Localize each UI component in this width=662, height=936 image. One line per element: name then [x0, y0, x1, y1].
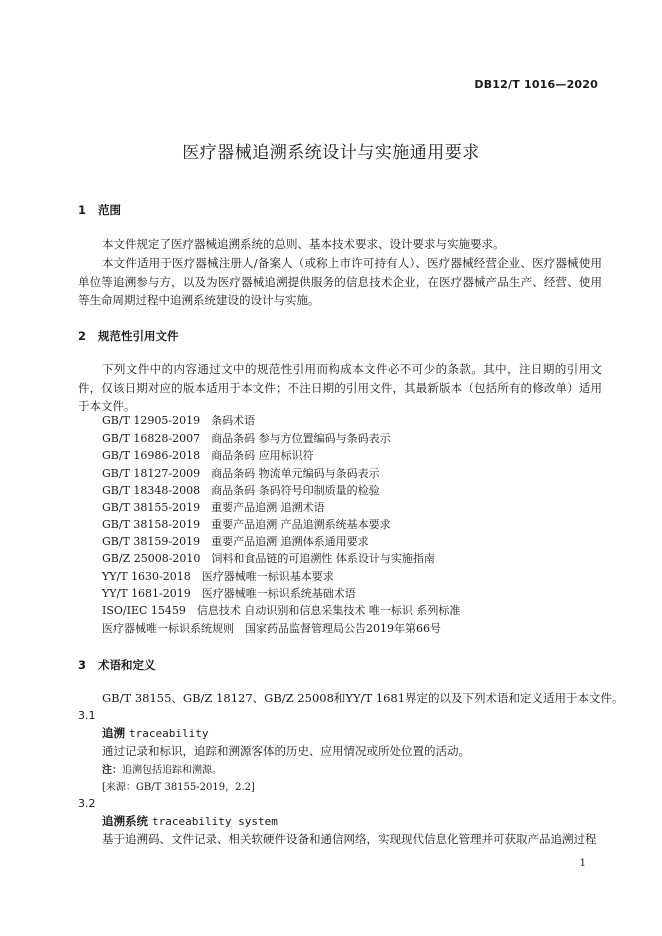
document-code: DB12/T 1016—2020 — [474, 78, 598, 91]
reference-item: GB/Z 25008-2010 饲料和食品链的可追溯性 体系设计与实施指南 — [102, 552, 435, 565]
section-1-paragraph-2: 本文件适用于医疗器械注册人/备案人（或称上市许可持有人）、医疗器械经营企业、医疗器械使用单位等追溯参与方，以及为医疗器械追溯提供服务的信息技术企业，在医疗器械产品生产、经营、使用等生命周期过程中追溯系统建设的设计与实施。 — [78, 256, 602, 307]
term-english: traceability system — [152, 815, 278, 828]
reference-item: GB/T 16986-2018 商品条码 应用标识符 — [102, 449, 314, 462]
reference-item: GB/T 18348-2008 商品条码 条码符号印制质量的检验 — [102, 484, 380, 497]
reference-item: GB/T 16828-2007 商品条码 参与方位置编码与条码表示 — [102, 432, 391, 445]
term-number: 3.2 — [78, 797, 96, 810]
section-3-heading — [78, 657, 156, 673]
reference-item: YY/T 1630-2018 医疗器械唯一标识基本要求 — [102, 570, 334, 583]
note-text: 追溯包括追踪和溯源。 — [122, 765, 222, 776]
term-number: 3.1 — [78, 709, 96, 722]
reference-item: GB/T 38158-2019 重要产品追溯 产品追溯系统基本要求 — [102, 518, 391, 531]
reference-item: ISO/IEC 15459 信息技术 自动识别和信息采集技术 唯一标识 系列标准 — [102, 604, 461, 617]
section-3-paragraph-1: GB/T 38155、GB/Z 18127、GB/Z 25008和YY/T 1681界定的以及下列术语和定义适用于本文件。 — [102, 691, 624, 705]
page-number: 1 — [579, 858, 586, 869]
section-number: 2 — [78, 329, 87, 343]
term-source: [来源：GB/T 38155-2019，2.2] — [102, 782, 255, 793]
section-title: 术语和定义 — [98, 658, 156, 672]
reference-item: GB/T 38155-2019 重要产品追溯 追溯术语 — [102, 501, 325, 514]
term-heading — [102, 813, 278, 829]
section-1-heading — [78, 202, 121, 218]
term-chinese: 追溯系统 — [102, 814, 148, 828]
term-note — [102, 761, 222, 776]
section-1-paragraph-1: 本文件规定了医疗器械追溯系统的总则、基本技术要求、设计要求与实施要求。 — [102, 237, 505, 251]
reference-item: GB/T 18127-2009 商品条码 物流单元编码与条码表示 — [102, 467, 380, 480]
term-heading — [102, 725, 208, 741]
document-title: 医疗器械追溯系统设计与实施通用要求 — [182, 143, 480, 163]
section-2-paragraph-1: 下列文件中的内容通过文中的规范性引用而构成本文件必不可少的条款。其中，注日期的引用文件，仅该日期对应的版本适用于本文件；不注日期的引用文件，其最新版本（包括所有的修改单）适用于本文件。 — [78, 362, 602, 413]
term-definition: 通过记录和标识，追踪和溯源客体的历史、应用情况或所处位置的活动。 — [102, 744, 470, 758]
note-label: 注： — [102, 765, 122, 776]
term-english: traceability — [129, 727, 209, 740]
reference-item: GB/T 12905-2019 条码术语 — [102, 414, 256, 427]
term-definition: 基于追溯码、文件记录、相关软硬件设备和通信网络，实现现代信息化管理并可获取产品追溯过程 — [102, 832, 597, 846]
section-number: 1 — [78, 203, 87, 217]
section-title: 范围 — [98, 203, 121, 217]
section-number: 3 — [78, 658, 87, 672]
section-2-heading — [78, 328, 179, 344]
reference-item: GB/T 38159-2019 重要产品追溯 追溯体系通用要求 — [102, 535, 369, 548]
reference-item: 医疗器械唯一标识系统规则 国家药品监督管理局公告2019年第66号 — [102, 622, 441, 635]
reference-item: YY/T 1681-2019 医疗器械唯一标识系统基础术语 — [102, 587, 356, 600]
term-chinese: 追溯 — [102, 726, 125, 740]
section-title: 规范性引用文件 — [98, 329, 179, 343]
